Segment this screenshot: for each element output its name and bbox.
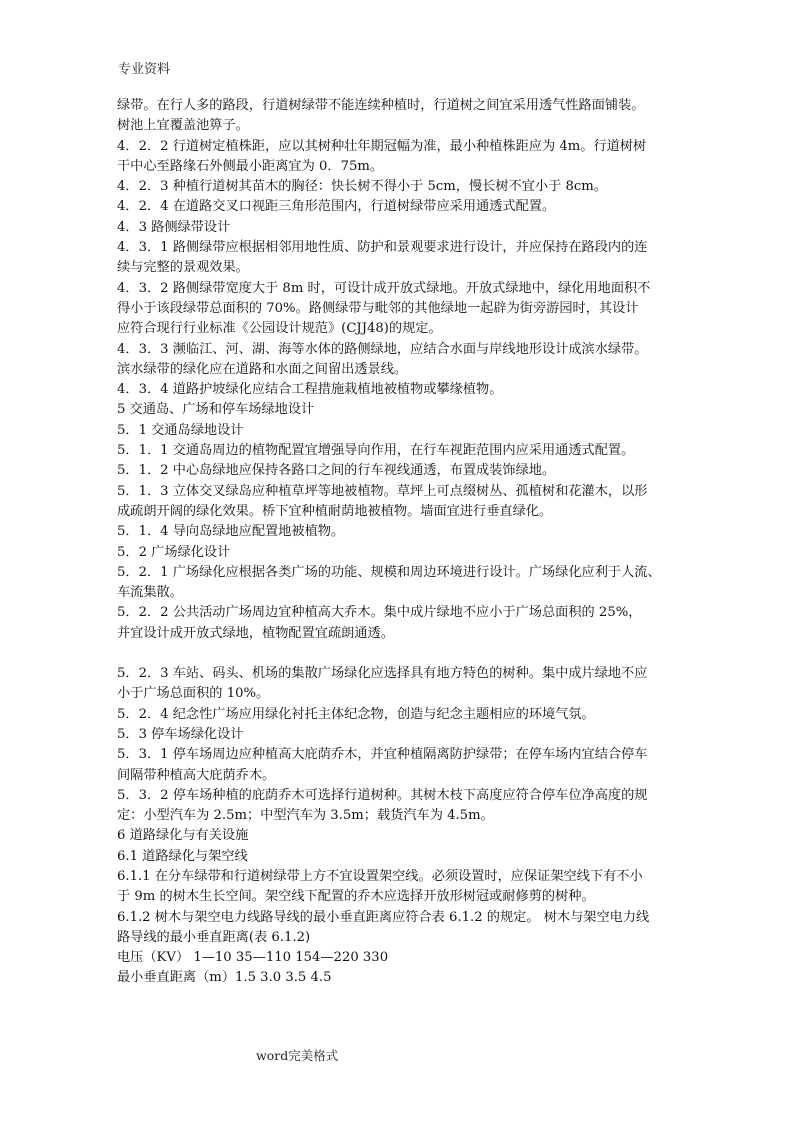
text-line: 6.1 道路绿化与架空线: [117, 848, 248, 864]
text-line: 小于广场总面积的 10%。: [117, 686, 270, 702]
text-line: 最小垂直距离（m）1.5 3.0 3.5 4.5: [117, 970, 332, 986]
text-line: 间隔带种植高大庇荫乔木。: [117, 767, 276, 783]
text-line: 应符合现行行业标准《公园设计规范》(CJJ48)的规定。: [117, 321, 442, 337]
text-line: 树池上宜覆盖池箅子。: [117, 118, 249, 134]
text-block-lower: [117, 664, 687, 989]
text-line: 4．2．3 种植行道树其苗木的胸径：快长树不得小于 5cm，慢长树不宜小于 8cm。: [117, 179, 607, 195]
text-line: 4．3．3 濒临江、河、湖、海等水体的路侧绿地，应结合水面与岸线地形设计成滨水绿带。: [117, 341, 648, 357]
text-line: 5．3．2 停车场种植的庇荫乔木可选择行道树种。其树木枝下高度应符合停车位净高度的规: [117, 787, 648, 803]
text-line: 6 道路绿化与有关设施: [117, 828, 249, 844]
page-footer: word完美格式: [256, 1048, 339, 1063]
text-line: 5．2．4 纪念性广场应用绿化衬托主体纪念物，创造与纪念主题相应的环境气氛。: [117, 706, 595, 722]
text-line: 5．1．1 交通岛周边的植物配置宜增强导向作用，在行车视距范围内应采用通透式配置。: [117, 443, 635, 459]
text-line: 定：小型汽车为 2.5m；中型汽车为 3.5m；载货汽车为 4.5m。: [117, 808, 494, 824]
text-line: 4．3．4 道路护坡绿化应结合工程措施栽植地被植物或攀缘植物。: [117, 382, 503, 398]
text-line: 4．3 路侧绿带设计: [117, 219, 231, 235]
text-line: 干中心至路缘石外侧最小距离宜为 0．75m。: [117, 158, 384, 174]
text-line: 5．2 广场绿化设计: [117, 544, 231, 560]
text-line: 并宜设计成开放式绿地，植物配置宜疏朗通透。: [117, 625, 394, 641]
text-line: 5．3 停车场绿化设计: [117, 726, 244, 742]
text-line: 于 9m 的树木生长空间。架空线下配置的乔木应选择开放形树冠或耐修剪的树种。: [117, 889, 595, 905]
text-line: 成疏朗开阔的绿化效果。桥下宜种植耐荫地被植物。墙面宜进行垂直绿化。: [117, 503, 553, 519]
text-line: 电压（KV） 1—10 35—110 154—220 330: [117, 950, 389, 966]
page-header: 专业资料: [118, 62, 171, 77]
text-line: 4．3．1 路侧绿带应根据相邻用地性质、防护和景观要求进行设计，并应保持在路段内的连: [117, 240, 648, 256]
text-line: 车流集散。: [117, 585, 183, 601]
text-line: 6.1.2 树木与架空电力线路导线的最小垂直距离应符合表 6.1.2 的规定。 树木与架空电力线: [117, 909, 650, 925]
text-line: 5．1 交通岛绿地设计: [117, 422, 244, 438]
text-line: 续与完整的景观效果。: [117, 260, 249, 276]
text-line: 4．2．4 在道路交叉口视距三角形范围内，行道树绿带应采用通透式配置。: [117, 199, 556, 215]
text-line: 4．2．2 行道树定植株距，应以其树种壮年期冠幅为准，最小种植株距应为 4m。行道树树: [117, 138, 647, 154]
text-line: 绿带。在行人多的路段，行道树绿带不能连续种植时，行道树之间宜采用透气性路面铺装。: [117, 98, 645, 113]
text-line: 5．2．1 广场绿化应根据各类广场的功能、规模和周边环境进行设计。广场绿化应利于人流、: [117, 564, 661, 580]
text-line: 路导线的最小垂直距离(表 6.1.2): [117, 929, 311, 945]
text-line: 滨水绿带的绿化应在道路和水面之间留出透景线。: [117, 361, 408, 377]
text-line: 5．2．3 车站、码头、机场的集散广场绿化应选择具有地方特色的树种。集中成片绿地不应: [117, 666, 648, 682]
text-line: 5．1．2 中心岛绿地应保持各路口之间的行车视线通透，布置成装饰绿地。: [117, 463, 556, 479]
text-line: 5．1．4 导向岛绿地应配置地被植物。: [117, 524, 345, 540]
text-block-upper: [117, 96, 687, 644]
text-line: 5 交通岛、广场和停车场绿地设计: [117, 402, 315, 418]
text-line: 6.1.1 在分车绿带和行道树绿带上方不宜设置架空线。必须设置时，应保证架空线下有不小: [117, 868, 643, 884]
text-line: 5．3．1 停车场周边应种植高大庇荫乔木，并宜种植隔离防护绿带；在停车场内宜结合停车: [117, 747, 648, 763]
text-line: 5．2．2 公共活动广场周边宜种植高大乔木。集中成片绿地不应小于广场总面积的 25%，: [117, 605, 642, 621]
text-line: 得小于该段绿带总面积的 70%。路侧绿带与毗邻的其他绿地一起辟为街旁游园时，其设计: [117, 300, 639, 316]
text-line: 4．3．2 路侧绿带宽度大于 8m 时，可设计成开放式绿地。开放式绿地中，绿化用地面积不: [117, 280, 651, 296]
document-body: [117, 96, 687, 989]
text-line: 5．1．3 立体交叉绿岛应种植草坪等地被植物。草坪上可点缀树丛、孤植树和花灌木，以形: [117, 483, 648, 499]
paragraph-gap: [117, 644, 687, 664]
